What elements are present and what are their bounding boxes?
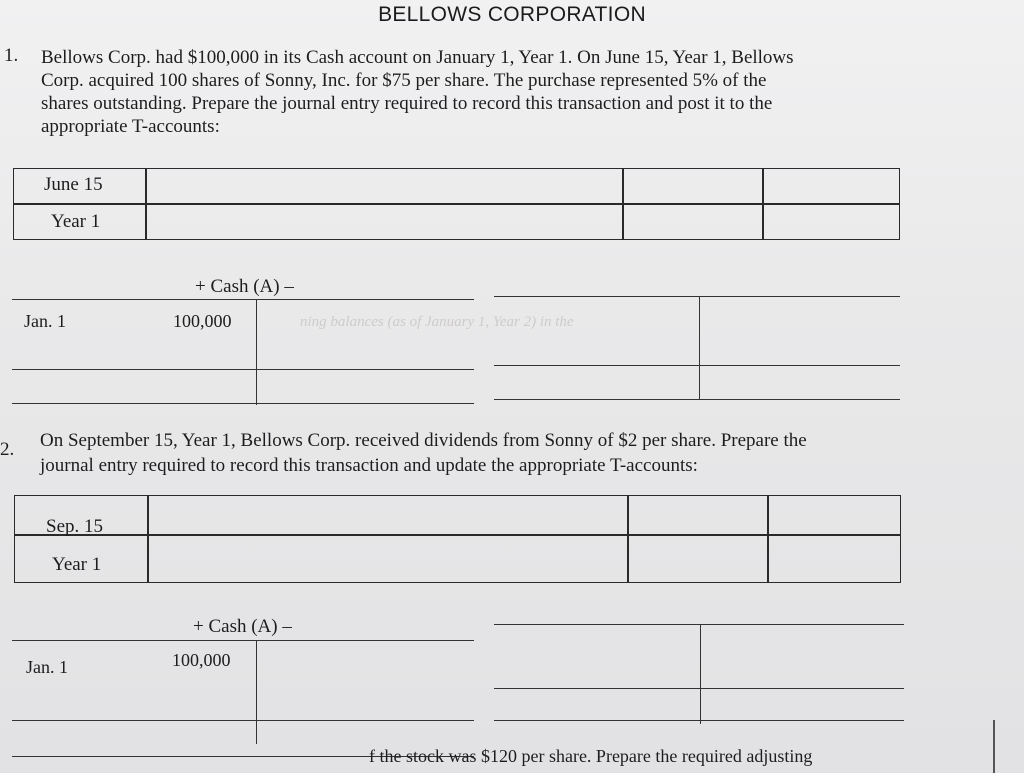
t-account-cash-title-2: + Cash (A) –: [193, 616, 292, 637]
journal-debit-cell-1[interactable]: [626, 171, 758, 201]
t-account-center-line: [256, 299, 257, 405]
question-2-number: 2.: [0, 439, 15, 460]
journal-year-2: Year 1: [52, 554, 102, 575]
t-account-top-line: [12, 299, 474, 300]
blank-t-account-mid-line: [494, 365, 900, 366]
journal-account-cell-1[interactable]: [159, 171, 619, 201]
journal-entry-table-2: [14, 495, 901, 583]
t-account-row-label-1: Jan. 1: [24, 311, 66, 331]
blank-t-account-bottom-line: [494, 720, 904, 721]
t-account-cash-title-1: + Cash (A) –: [195, 276, 294, 297]
journal-date-divider: [147, 496, 149, 582]
question-1-line-3: shares outstanding. Prepare the journal entry required to record this transaction and post it to the: [41, 93, 773, 114]
t-account-mid-line: [12, 720, 474, 721]
journal-row-divider: [14, 203, 899, 205]
question-1-line-2: Corp. acquired 100 shares of Sonny, Inc. for $75 per share. The purchase represented 5% of the: [41, 70, 767, 91]
t-account-amount-2: 100,000: [172, 650, 231, 670]
journal-credit-divider: [767, 496, 769, 582]
journal-date-divider: [145, 169, 147, 239]
question-2-line-2: journal entry required to record this transaction and update the appropriate T-accounts:: [40, 455, 698, 476]
question-1-text: [41, 46, 911, 138]
blank-t-account-mid-line: [494, 688, 904, 689]
blank-t-account-top-line: [494, 296, 900, 297]
journal-entry-table-1: [13, 168, 900, 240]
journal-credit-cell-1[interactable]: [766, 171, 896, 201]
journal-debit-divider: [627, 496, 629, 582]
question-2-text: [40, 428, 920, 478]
blank-t-account-center-line: [700, 624, 701, 724]
journal-credit-cell-2[interactable]: [771, 498, 897, 532]
t-account-amount-1: 100,000: [173, 311, 232, 331]
question-1-number: 1.: [4, 45, 19, 66]
journal-year-1: Year 1: [51, 211, 101, 232]
page-title: BELLOWS CORPORATION: [378, 3, 646, 26]
journal-date-2: Sep. 15: [46, 516, 103, 537]
journal-date-1: June 15: [44, 174, 103, 195]
t-account-bottom-line: [12, 403, 474, 404]
blank-t-account-center-line: [699, 296, 700, 400]
t-account-row-label-2: Jan. 1: [26, 657, 68, 677]
question-2-line-1: On September 15, Year 1, Bellows Corp. received dividends from Sonny of $2 per share. Prepare the: [40, 430, 807, 451]
t-account-mid-line: [12, 369, 474, 370]
journal-debit-divider: [622, 169, 624, 239]
journal-debit-cell-2[interactable]: [631, 498, 763, 532]
journal-credit-divider: [762, 169, 764, 239]
t-account-center-line: [256, 640, 257, 744]
t-account-top-line: [12, 640, 474, 641]
blank-t-account-bottom-line: [494, 399, 900, 400]
journal-account-cell-2[interactable]: [161, 498, 623, 532]
question-3-partial-text: f the stock was $120 per share. Prepare the required adjusting: [369, 746, 813, 766]
blank-t-account-top-line: [494, 624, 904, 625]
question-1-line-1: Bellows Corp. had $100,000 in its Cash account on January 1, Year 1. On June 15, Year 1, Bellows: [41, 47, 794, 68]
question-1-line-4: appropriate T-accounts:: [41, 116, 220, 137]
paper-edge: [993, 720, 995, 773]
show-through-text: ning balances (as of January 1, Year 2) in the: [300, 314, 574, 330]
